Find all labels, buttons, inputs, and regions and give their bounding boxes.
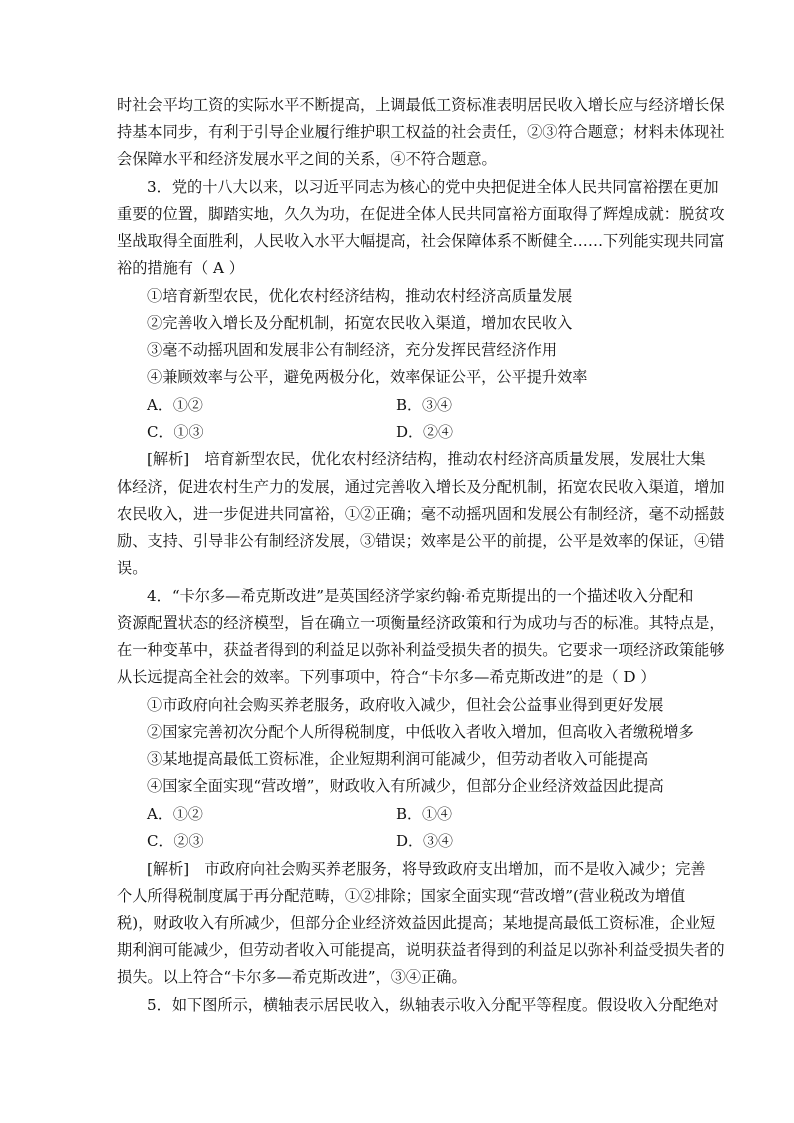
question-4-stem: 4．“卡尔多—希克斯改进”是英国经济学家约翰·希克斯提出的一个描述收入分配和 xyxy=(147,587,694,605)
question-3-item: ②完善收入增长及分配机制，拓宽农民收入渠道，增加农民收入 xyxy=(147,314,573,332)
question-3-item: ④兼顾效率与公平，避免两极分化，效率保证公平，公平提升效率 xyxy=(147,368,588,386)
question-4-analysis: 损失。以上符合“卡尔多—希克斯改进”，③④正确。 xyxy=(117,968,467,986)
question-3-stem: 裕的措施有（ A ） xyxy=(117,259,244,277)
text-line: 持基本同步，有利于引导企业履行维护职工权益的社会责任，②③符合题意；材料未体现社 xyxy=(117,123,725,141)
question-3-option-c: C．①③ xyxy=(147,423,204,441)
question-4-stem: 从长远提高全社会的效率。下列事项中，符合“卡尔多—希克斯改进”的是（ D ） xyxy=(117,668,656,686)
question-3-item: ①培育新型农民，优化农村经济结构，推动农村经济高质量发展 xyxy=(147,287,573,305)
question-4-item: ①市政府向社会购买养老服务，政府收入减少，但社会公益事业得到更好发展 xyxy=(147,696,664,714)
question-4-option-a: A．①② xyxy=(147,805,203,823)
question-3-stem: 重要的位置，脚踏实地，久久为功，在促进全体人民共同富裕方面取得了辉煌成就：脱贫攻 xyxy=(117,205,725,223)
question-3-stem: 坚战取得全面胜利，人民收入水平大幅提高，社会保障体系不断健全……下列能实现共同富 xyxy=(117,232,725,250)
question-5-stem: 5．如下图所示，横轴表示居民收入，纵轴表示收入分配平等程度。假设收入分配绝对 xyxy=(147,996,719,1014)
question-4-stem: 在一种变革中，获益者得到的利益足以弥补利益受损失者的损失。它要求一项经济政策能够 xyxy=(117,641,725,659)
question-3-item: ③毫不动摇巩固和发展非公有制经济，充分发挥民营经济作用 xyxy=(147,341,558,359)
question-3-analysis: 励、支持、引导非公有制经济发展，③错误；效率是公平的前提，公平是效率的保证，④错 xyxy=(117,532,725,550)
question-4-option-b: B．①④ xyxy=(396,805,453,823)
question-4-analysis: 税)，财政收入有所减少，但部分企业经济效益因此提高；某地提高最低工资标准，企业短 xyxy=(117,914,716,932)
question-4-analysis: 个人所得税制度属于再分配范畴，①②排除；国家全面实现“营改增”(营业税改为增值 xyxy=(117,887,686,905)
question-3-option-b: B．③④ xyxy=(396,396,453,414)
question-3-stem: 3．党的十八大以来，以习近平同志为核心的党中央把促进全体人民共同富裕摆在更加 xyxy=(147,178,719,196)
question-3-option-a: A．①② xyxy=(147,396,203,414)
question-4-option-d: D．③④ xyxy=(396,832,454,850)
question-4-analysis: [解析] 市政府向社会购买养老服务，将导致政府支出增加，而不是收入减少；完善 xyxy=(147,860,706,878)
text-line: 会保障水平和经济发展水平之间的关系，④不符合题意。 xyxy=(117,150,497,168)
text-line: 时社会平均工资的实际水平不断提高，上调最低工资标准表明居民收入增长应与经济增长保 xyxy=(117,96,725,114)
question-3-option-d: D．②④ xyxy=(396,423,454,441)
question-4-stem: 资源配置状态的经济模型，旨在确立一项衡量经济政策和行为成功与否的标准。其特点是， xyxy=(117,614,725,632)
question-4-item: ②国家完善初次分配个人所得税制度，中低收入者收入增加，但高收入者缴税增多 xyxy=(147,723,694,741)
question-3-analysis: [解析] 培育新型农民，优化农村经济结构，推动农村经济高质量发展，发展壮大集 xyxy=(147,450,706,468)
question-4-item: ③某地提高最低工资标准，企业短期利润可能减少，但劳动者收入可能提高 xyxy=(147,750,649,768)
question-4-option-c: C．②③ xyxy=(147,832,204,850)
question-4-analysis: 期利润可能减少，但劳动者收入可能提高，说明获益者得到的利益足以弥补利益受损失者的 xyxy=(117,941,725,959)
question-4-item: ④国家全面实现“营改增”，财政收入有所减少，但部分企业经济效益因此提高 xyxy=(147,777,664,795)
question-3-analysis: 农民收入，进一步促进共同富裕，①②正确；毫不动摇巩固和发展公有制经济，毫不动摇鼓 xyxy=(117,505,725,523)
question-3-analysis: 体经济，促进农村生产力的发展，通过完善收入增长及分配机制，拓宽农民收入渠道，增加 xyxy=(117,478,725,496)
question-3-analysis: 误。 xyxy=(117,559,148,577)
